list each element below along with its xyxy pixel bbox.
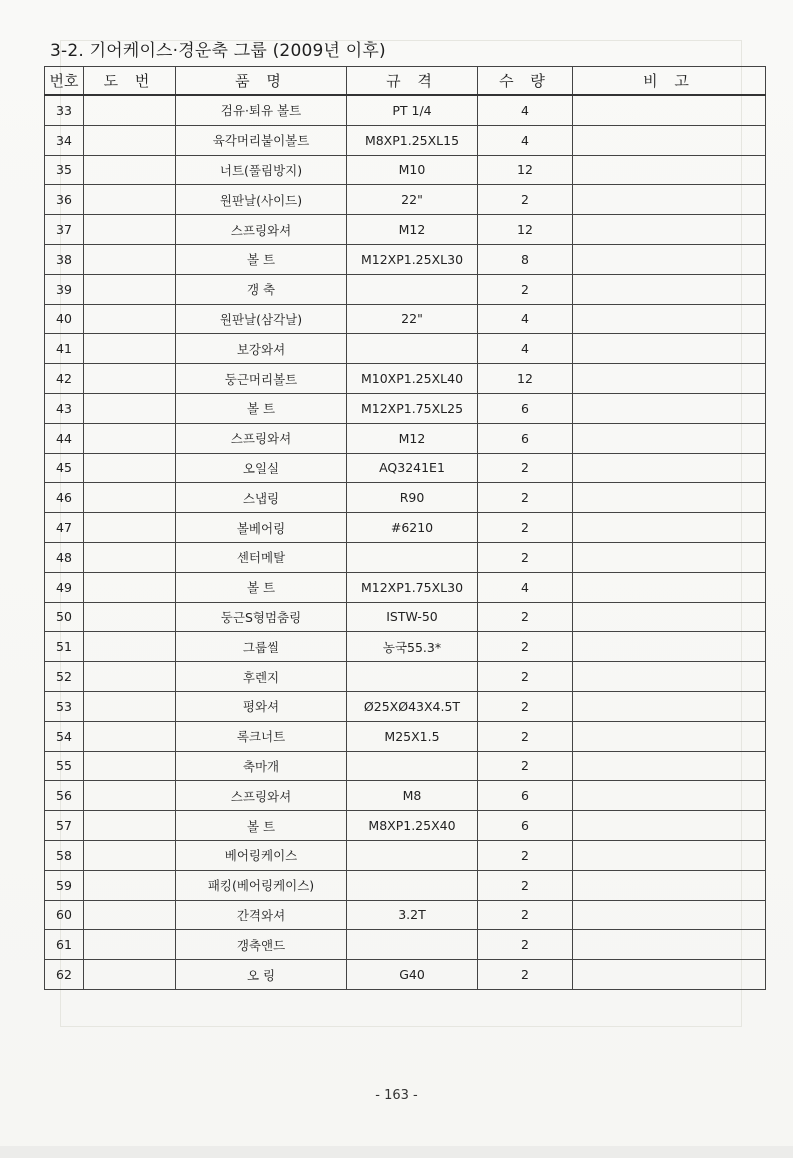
cell-no: 38 bbox=[45, 244, 84, 274]
cell-spec bbox=[347, 840, 478, 870]
cell-drawing-no bbox=[84, 274, 176, 304]
cell-no: 56 bbox=[45, 781, 84, 811]
table-row bbox=[45, 840, 766, 870]
table-row bbox=[45, 811, 766, 841]
cell-name: 오일실 bbox=[176, 453, 347, 483]
cell-qty: 2 bbox=[478, 602, 573, 632]
cell-spec: 22" bbox=[347, 304, 478, 334]
cell-spec: ISTW-50 bbox=[347, 602, 478, 632]
cell-spec: G40 bbox=[347, 960, 478, 990]
cell-qty: 2 bbox=[478, 483, 573, 513]
cell-qty: 2 bbox=[478, 751, 573, 781]
cell-qty: 2 bbox=[478, 721, 573, 751]
cell-drawing-no bbox=[84, 960, 176, 990]
cell-spec bbox=[347, 751, 478, 781]
cell-name: 스프링와셔 bbox=[176, 215, 347, 245]
table-row bbox=[45, 572, 766, 602]
cell-qty: 2 bbox=[478, 960, 573, 990]
cell-name: 볼 트 bbox=[176, 244, 347, 274]
cell-drawing-no bbox=[84, 453, 176, 483]
cell-spec bbox=[347, 334, 478, 364]
cell-no: 61 bbox=[45, 930, 84, 960]
cell-name: 둥근S형멈춤링 bbox=[176, 602, 347, 632]
table-row bbox=[45, 960, 766, 990]
cell-name: 그룹씰 bbox=[176, 632, 347, 662]
cell-qty: 2 bbox=[478, 662, 573, 692]
cell-qty: 12 bbox=[478, 215, 573, 245]
cell-spec: Ø25XØ43X4.5T bbox=[347, 691, 478, 721]
cell-name: 록크너트 bbox=[176, 721, 347, 751]
table-row bbox=[45, 691, 766, 721]
cell-drawing-no bbox=[84, 125, 176, 155]
scan-bottom-edge bbox=[0, 1146, 793, 1158]
cell-note bbox=[573, 513, 766, 543]
table-row bbox=[45, 185, 766, 215]
cell-drawing-no bbox=[84, 691, 176, 721]
table-row bbox=[45, 364, 766, 394]
header-drawing-no: 도 번 bbox=[84, 67, 176, 96]
cell-name: 너트(풀림방지) bbox=[176, 155, 347, 185]
cell-note bbox=[573, 632, 766, 662]
cell-qty: 2 bbox=[478, 930, 573, 960]
header-spec: 규 격 bbox=[347, 67, 478, 96]
table-row bbox=[45, 483, 766, 513]
cell-drawing-no bbox=[84, 185, 176, 215]
cell-no: 57 bbox=[45, 811, 84, 841]
cell-name: 검유·퇴유 볼트 bbox=[176, 95, 347, 125]
cell-note bbox=[573, 602, 766, 632]
cell-drawing-no bbox=[84, 870, 176, 900]
cell-spec: M8XP1.25X40 bbox=[347, 811, 478, 841]
cell-no: 45 bbox=[45, 453, 84, 483]
table-row bbox=[45, 513, 766, 543]
cell-note bbox=[573, 930, 766, 960]
cell-note bbox=[573, 304, 766, 334]
table-row bbox=[45, 125, 766, 155]
cell-no: 53 bbox=[45, 691, 84, 721]
cell-qty: 2 bbox=[478, 632, 573, 662]
cell-name: 갱축앤드 bbox=[176, 930, 347, 960]
cell-qty: 12 bbox=[478, 364, 573, 394]
cell-spec: M12XP1.75XL30 bbox=[347, 572, 478, 602]
cell-no: 52 bbox=[45, 662, 84, 692]
cell-qty: 4 bbox=[478, 95, 573, 125]
cell-no: 34 bbox=[45, 125, 84, 155]
cell-name: 갱 축 bbox=[176, 274, 347, 304]
cell-name: 원판날(삼각날) bbox=[176, 304, 347, 334]
cell-note bbox=[573, 364, 766, 394]
cell-no: 47 bbox=[45, 513, 84, 543]
cell-note bbox=[573, 274, 766, 304]
cell-drawing-no bbox=[84, 811, 176, 841]
cell-no: 58 bbox=[45, 840, 84, 870]
cell-note bbox=[573, 662, 766, 692]
header-note: 비 고 bbox=[573, 67, 766, 96]
cell-note bbox=[573, 572, 766, 602]
cell-note bbox=[573, 840, 766, 870]
cell-name: 센터메탈 bbox=[176, 542, 347, 572]
cell-spec: M25X1.5 bbox=[347, 721, 478, 751]
cell-drawing-no bbox=[84, 542, 176, 572]
cell-note bbox=[573, 215, 766, 245]
table-row bbox=[45, 542, 766, 572]
cell-spec: #6210 bbox=[347, 513, 478, 543]
cell-name: 패킹(베어링케이스) bbox=[176, 870, 347, 900]
cell-spec: PT 1/4 bbox=[347, 95, 478, 125]
cell-drawing-no bbox=[84, 662, 176, 692]
table-row bbox=[45, 900, 766, 930]
cell-name: 볼베어링 bbox=[176, 513, 347, 543]
table-row bbox=[45, 930, 766, 960]
cell-note bbox=[573, 870, 766, 900]
cell-no: 48 bbox=[45, 542, 84, 572]
cell-no: 36 bbox=[45, 185, 84, 215]
cell-drawing-no bbox=[84, 95, 176, 125]
cell-drawing-no bbox=[84, 215, 176, 245]
cell-spec: M12XP1.25XL30 bbox=[347, 244, 478, 274]
cell-spec: R90 bbox=[347, 483, 478, 513]
cell-qty: 2 bbox=[478, 274, 573, 304]
cell-spec: AQ3241E1 bbox=[347, 453, 478, 483]
cell-drawing-no bbox=[84, 423, 176, 453]
cell-note bbox=[573, 453, 766, 483]
table-row bbox=[45, 453, 766, 483]
cell-no: 62 bbox=[45, 960, 84, 990]
cell-no: 46 bbox=[45, 483, 84, 513]
cell-spec bbox=[347, 662, 478, 692]
header-no: 번호 bbox=[45, 67, 84, 96]
cell-name: 보강와셔 bbox=[176, 334, 347, 364]
cell-spec: 22" bbox=[347, 185, 478, 215]
cell-no: 44 bbox=[45, 423, 84, 453]
cell-note bbox=[573, 811, 766, 841]
cell-note bbox=[573, 125, 766, 155]
cell-drawing-no bbox=[84, 334, 176, 364]
cell-no: 59 bbox=[45, 870, 84, 900]
cell-no: 33 bbox=[45, 95, 84, 125]
parts-table-body bbox=[45, 95, 766, 989]
cell-name: 육각머리붙이볼트 bbox=[176, 125, 347, 155]
cell-spec: M12 bbox=[347, 215, 478, 245]
cell-qty: 2 bbox=[478, 513, 573, 543]
cell-spec: M10XP1.25XL40 bbox=[347, 364, 478, 394]
header-qty: 수 량 bbox=[478, 67, 573, 96]
cell-name: 축마개 bbox=[176, 751, 347, 781]
cell-qty: 2 bbox=[478, 840, 573, 870]
cell-qty: 6 bbox=[478, 423, 573, 453]
cell-name: 베어링케이스 bbox=[176, 840, 347, 870]
table-row bbox=[45, 304, 766, 334]
cell-qty: 6 bbox=[478, 393, 573, 423]
cell-no: 60 bbox=[45, 900, 84, 930]
cell-drawing-no bbox=[84, 632, 176, 662]
cell-spec bbox=[347, 930, 478, 960]
table-row bbox=[45, 870, 766, 900]
table-row bbox=[45, 602, 766, 632]
cell-note bbox=[573, 393, 766, 423]
table-row bbox=[45, 215, 766, 245]
table-row bbox=[45, 632, 766, 662]
cell-name: 둥근머리볼트 bbox=[176, 364, 347, 394]
cell-no: 54 bbox=[45, 721, 84, 751]
table-row bbox=[45, 393, 766, 423]
cell-drawing-no bbox=[84, 781, 176, 811]
cell-qty: 6 bbox=[478, 811, 573, 841]
cell-no: 51 bbox=[45, 632, 84, 662]
cell-spec bbox=[347, 542, 478, 572]
cell-drawing-no bbox=[84, 304, 176, 334]
cell-qty: 8 bbox=[478, 244, 573, 274]
cell-spec: M12 bbox=[347, 423, 478, 453]
cell-drawing-no bbox=[84, 572, 176, 602]
cell-note bbox=[573, 95, 766, 125]
cell-drawing-no bbox=[84, 364, 176, 394]
cell-no: 49 bbox=[45, 572, 84, 602]
cell-spec: 3.2T bbox=[347, 900, 478, 930]
cell-note bbox=[573, 423, 766, 453]
cell-name: 스프링와셔 bbox=[176, 781, 347, 811]
cell-name: 원판날(사이드) bbox=[176, 185, 347, 215]
cell-no: 39 bbox=[45, 274, 84, 304]
cell-name: 볼 트 bbox=[176, 811, 347, 841]
cell-qty: 4 bbox=[478, 125, 573, 155]
cell-note bbox=[573, 900, 766, 930]
cell-spec bbox=[347, 274, 478, 304]
table-row bbox=[45, 244, 766, 274]
parts-table-header bbox=[45, 67, 766, 96]
cell-note bbox=[573, 781, 766, 811]
table-row bbox=[45, 334, 766, 364]
cell-qty: 4 bbox=[478, 304, 573, 334]
table-row bbox=[45, 155, 766, 185]
cell-name: 볼 트 bbox=[176, 572, 347, 602]
cell-drawing-no bbox=[84, 483, 176, 513]
table-row bbox=[45, 274, 766, 304]
cell-name: 스프링와셔 bbox=[176, 423, 347, 453]
cell-name: 후렌지 bbox=[176, 662, 347, 692]
cell-name: 스냅링 bbox=[176, 483, 347, 513]
cell-note bbox=[573, 483, 766, 513]
cell-qty: 2 bbox=[478, 691, 573, 721]
cell-no: 35 bbox=[45, 155, 84, 185]
cell-no: 50 bbox=[45, 602, 84, 632]
cell-drawing-no bbox=[84, 900, 176, 930]
cell-no: 42 bbox=[45, 364, 84, 394]
cell-spec: 농국55.3* bbox=[347, 632, 478, 662]
table-row bbox=[45, 781, 766, 811]
cell-qty: 4 bbox=[478, 334, 573, 364]
table-row bbox=[45, 662, 766, 692]
header-row bbox=[45, 67, 766, 96]
cell-qty: 2 bbox=[478, 453, 573, 483]
cell-drawing-no bbox=[84, 930, 176, 960]
table-row bbox=[45, 95, 766, 125]
cell-qty: 2 bbox=[478, 542, 573, 572]
cell-drawing-no bbox=[84, 155, 176, 185]
cell-note bbox=[573, 542, 766, 572]
cell-drawing-no bbox=[84, 751, 176, 781]
cell-name: 오 링 bbox=[176, 960, 347, 990]
page-number: - 163 - bbox=[375, 1088, 418, 1103]
parts-table bbox=[44, 66, 766, 990]
cell-spec: M8 bbox=[347, 781, 478, 811]
cell-name: 평와셔 bbox=[176, 691, 347, 721]
cell-spec: M12XP1.75XL25 bbox=[347, 393, 478, 423]
cell-note bbox=[573, 185, 766, 215]
cell-qty: 6 bbox=[478, 781, 573, 811]
cell-qty: 12 bbox=[478, 155, 573, 185]
cell-name: 간격와셔 bbox=[176, 900, 347, 930]
page-title: 3-2. 기어케이스·경운축 그룹 (2009년 이후) bbox=[50, 41, 386, 61]
cell-drawing-no bbox=[84, 602, 176, 632]
cell-note bbox=[573, 155, 766, 185]
cell-drawing-no bbox=[84, 244, 176, 274]
cell-no: 37 bbox=[45, 215, 84, 245]
cell-drawing-no bbox=[84, 840, 176, 870]
table-row bbox=[45, 751, 766, 781]
cell-note bbox=[573, 960, 766, 990]
cell-no: 55 bbox=[45, 751, 84, 781]
cell-name: 볼 트 bbox=[176, 393, 347, 423]
cell-drawing-no bbox=[84, 393, 176, 423]
cell-qty: 2 bbox=[478, 185, 573, 215]
cell-qty: 4 bbox=[478, 572, 573, 602]
table-row bbox=[45, 423, 766, 453]
cell-qty: 2 bbox=[478, 870, 573, 900]
cell-spec bbox=[347, 870, 478, 900]
cell-no: 43 bbox=[45, 393, 84, 423]
cell-spec: M8XP1.25XL15 bbox=[347, 125, 478, 155]
cell-note bbox=[573, 721, 766, 751]
cell-no: 40 bbox=[45, 304, 84, 334]
cell-note bbox=[573, 751, 766, 781]
cell-note bbox=[573, 334, 766, 364]
cell-note bbox=[573, 691, 766, 721]
cell-drawing-no bbox=[84, 513, 176, 543]
cell-spec: M10 bbox=[347, 155, 478, 185]
header-name: 품 명 bbox=[176, 67, 347, 96]
cell-qty: 2 bbox=[478, 900, 573, 930]
cell-drawing-no bbox=[84, 721, 176, 751]
table-row bbox=[45, 721, 766, 751]
cell-note bbox=[573, 244, 766, 274]
cell-no: 41 bbox=[45, 334, 84, 364]
